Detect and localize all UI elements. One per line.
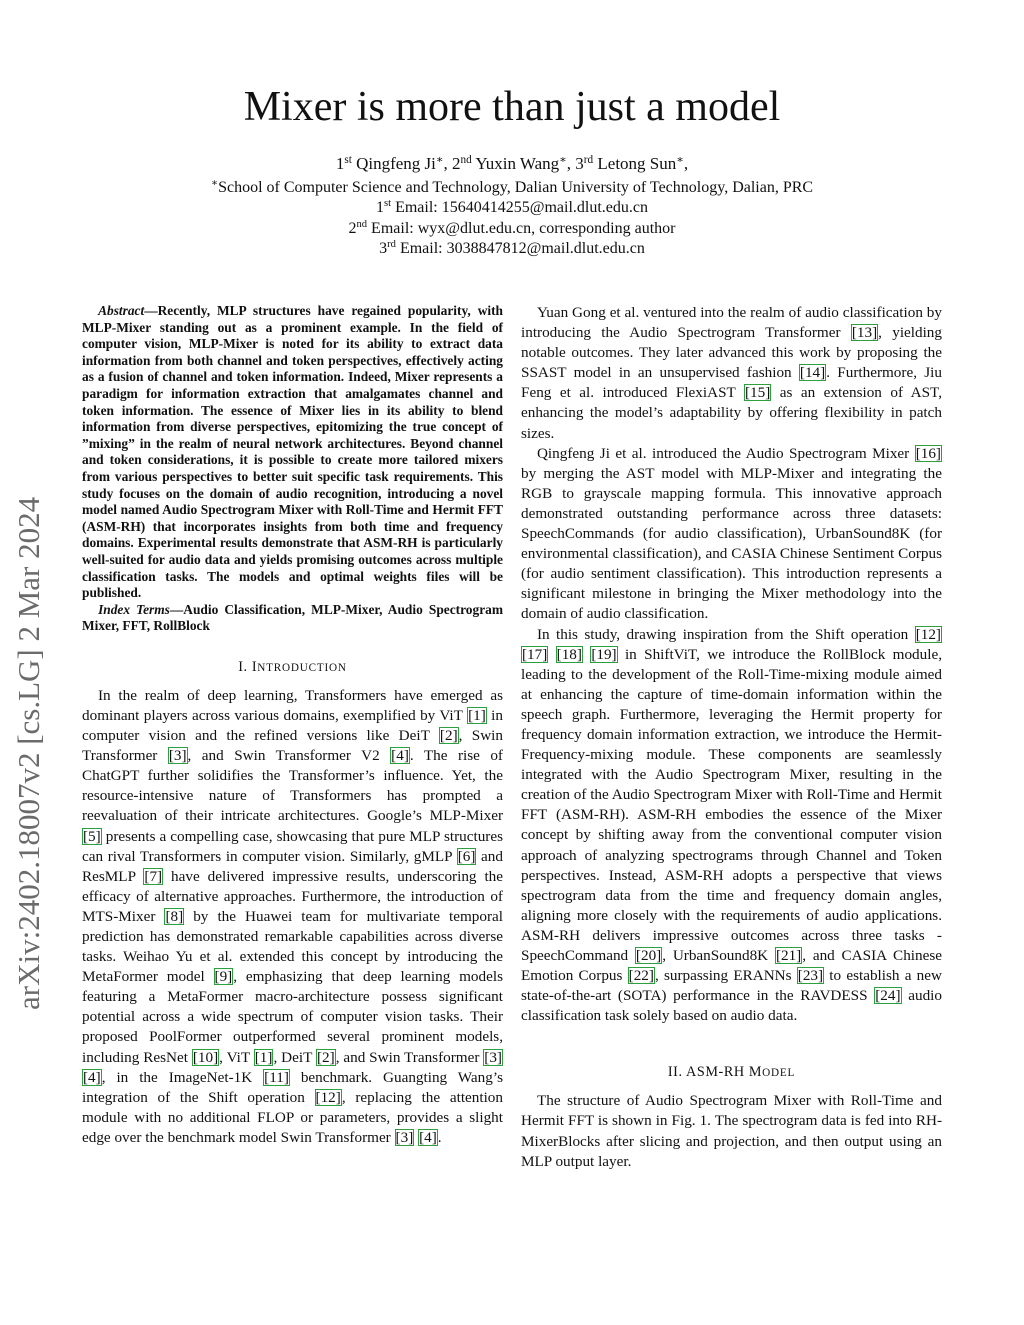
author-line: 1st Qingfeng Ji∗, 2nd Yuxin Wang∗, 3rd Letong Sun∗, <box>335 153 689 173</box>
citation-link[interactable]: [4] <box>391 747 409 765</box>
citation-link[interactable]: [3] <box>484 1048 502 1066</box>
citation-link[interactable]: [11] <box>264 1068 289 1086</box>
index-terms-label: Index Terms <box>98 601 170 617</box>
citation-link[interactable]: [2] <box>439 727 458 745</box>
citation-link[interactable]: [6] <box>457 847 476 865</box>
affiliation-line: ∗School of Computer Science and Technology, Dalian University of Technology, Dalian, PRC <box>210 177 814 196</box>
author-2-name: Yuxin Wang <box>475 154 560 173</box>
citation-link[interactable]: [13] <box>851 324 878 342</box>
citation-link[interactable]: [3] <box>395 1128 414 1146</box>
citation-link[interactable]: [14] <box>799 364 826 382</box>
right-column <box>521 303 942 1172</box>
citation-link[interactable]: [16] <box>915 444 941 462</box>
citation-link[interactable]: [18] <box>556 645 582 663</box>
paper-title: Mixer is more than just a model <box>243 84 781 130</box>
author-3-ord: 3 <box>575 154 584 173</box>
section-heading-introduction: I. INTRODUCTION <box>238 658 347 675</box>
author-2-ord: 2 <box>452 154 461 173</box>
citation-link[interactable]: [20] <box>635 947 662 964</box>
citation-link[interactable]: [1] <box>468 706 486 724</box>
citation-link[interactable]: [22] <box>628 967 654 985</box>
citation-link[interactable]: [24] <box>875 987 901 1005</box>
arxiv-side-stamp: arXiv:2402.18007v2 [cs.LG] 2 Mar 2024 <box>11 496 46 1010</box>
author-3-name: Letong Sun <box>597 154 677 173</box>
email-line-2: 2nd Email: wyx@dlut.edu.cn, corresponding author <box>348 218 676 237</box>
abstract-label: Abstract <box>98 303 145 318</box>
citation-link[interactable]: [4] <box>83 1068 101 1086</box>
abstract-text: —Recently, MLP structures have regained popularity, with MLP-Mixer standing out as a prominent example. In the field of computer vision, MLP-Mixer is noted for its ability to extract data information from both channel and token perspectives, effectively acting as a fusion of channel and token information. Indeed, Mixer represents a paradigm for information extraction that amalgamates channel and token information. The essence of Mixer lies in its ability to blend information from diverse perspectives, epitomizing the true concept of ”mixing” in the realm of neural network architectures. Beyond channel and token considerations, it is possible to create more tailored mixers from various perspectives to better suit specific task requirements. This study focuses on the domain of audio recognition, introducing a novel model named Audio Spectrogram Mixer with Roll-Time and Hermit FFT (ASM-RH) that incorporates insights from both time and frequency domains. Experimental results demonstrate that ASM-RH is particularly well-suited for audio data and yields promising outcomes across multiple classification tasks. The models and optimal weights files will be published. <box>82 303 503 601</box>
author-1-name: Qingfeng Ji <box>356 154 436 173</box>
citation-link[interactable]: [17] <box>522 645 548 663</box>
citation-link[interactable]: [12] <box>915 625 941 643</box>
citation-link[interactable]: [10] <box>192 1048 219 1066</box>
abstract <box>82 303 503 602</box>
citation-link[interactable]: [21] <box>775 947 802 964</box>
email-line-3: 3rd Email: 3038847812@mail.dlut.edu.cn <box>379 239 645 257</box>
author-1-ord: 1 <box>335 154 345 173</box>
citation-link[interactable]: [19] <box>591 645 617 663</box>
paragraph-audio-transformer: Yuan Gong et al. ventured into the realm of audio classification by introducing the Audio Spectrogram Transformer [13], yielding notable outcomes. They later advanced this work by proposing the SSAST model in an unsupervised fashion [14]. Furthermore, Jiu Feng et al. introduced FlexiAST [15] as an extension of AST, enhancing the model’s adaptability by offering flexibility in patch sizes. <box>521 304 942 442</box>
citation-link[interactable]: [4] <box>419 1128 437 1146</box>
paragraph-this-study: In this study, drawing inspiration from the Shift operation [12] [17] [18] [19] in ShiftViT, we introduce the RollBlock module, leading to the development of the Roll-Time-mixing module aimed at enhancing the capture of time-domain information within the speech graph. Furthermore, leveraging the Hermit property for frequency domain information extraction, we introduce the Hermit-Frequency-mixing module. These components are seamlessly integrated with the Audio Spectrogram Mixer, resulting in the creation of the Audio Spectrogram Mixer with Roll-Time and Hermit FFT (ASM-RH). ASM-RH embodies the essence of the Mixer concept by shifting away from the conventional computer vision approach of analyzing spectrograms through Channel and Token perspectives. Instead, ASM-RH adopts a perspective that views spectrogram data from the time and frequency domain angles, aligning more closely with the requirements of audio applications. ASM-RH delivers impressive outcomes across three tasks - SpeechCommand [20], UrbanSound8K [21], and CASIA Chinese Emotion Corpus [22], surpassing ERANNs [23] to establish a new state-of-the-art (SOTA) performance in the RAVDESS [24] audio classification task solely based on audio data. <box>521 625 942 1025</box>
paragraph-model-structure: The structure of Audio Spectrogram Mixer with Roll-Time and Hermit FFT is shown in Fig. 1. The spectrogram data is fed into RH-MixerBlocks after slicing and projection, and then output using an MLP output layer. <box>521 1092 942 1170</box>
index-terms <box>82 602 503 635</box>
citation-link[interactable]: [5] <box>83 827 101 845</box>
affiliation: School of Computer Science and Technology, Dalian University of Technology, Dalian, PRC <box>218 178 814 196</box>
citation-link[interactable]: [12] <box>315 1088 341 1106</box>
index-terms-text: —Audio Classification, MLP-Mixer, Audio Spectrogram Mixer, FFT, RollBlock <box>82 601 503 634</box>
author-3-sup: rd <box>583 153 594 166</box>
citation-link[interactable]: [23] <box>797 967 824 985</box>
citation-link[interactable]: [7] <box>144 867 163 885</box>
paragraph-audio-mixer: Qingfeng Ji et al. introduced the Audio Spectrogram Mixer [16] by merging the AST model with MLP-Mixer and integrating the RGB to grayscale mapping formula. This innovative approach demonstrated outstanding performance across three datasets: SpeechCommands (for audio classification), UrbanSound8K (for environmental classification), and CASIA Chinese Sentiment Corpus (for audio sentiment classification). This introduction represents a significant milestone in bringing the Mixer methodology into the domain of audio classification. <box>521 444 942 623</box>
left-column <box>82 303 503 1148</box>
citation-link[interactable]: [15] <box>745 384 771 402</box>
citation-link[interactable]: [3] <box>168 747 187 765</box>
author-block <box>0 154 1024 260</box>
email-3: Email: 3038847812@mail.dlut.edu.cn <box>399 240 645 257</box>
email-1: Email: 15640414255@mail.dlut.edu.cn <box>395 199 648 216</box>
citation-link[interactable]: [2] <box>316 1048 335 1066</box>
email-2: Email: wyx@dlut.edu.cn, corresponding author <box>371 219 676 237</box>
author-1-sup: st <box>344 153 352 166</box>
section-spacer <box>521 1026 942 1062</box>
intro-paragraph: In the realm of deep learning, Transformers have emerged as dominant players across various domains, exemplified by ViT [1] in computer vision and the refined versions like DeiT [2], Swin Transformer [3], and Swin Transformer V2 [4]. The rise of ChatGPT further solidifies the Transformer’s influence. Yet, the resource-intensive nature of Transformers has prompted a reevaluation of their intricate architectures. Google’s MLP-Mixer [5] presents a compelling case, showcasing that pure MLP structures can rival Transformers in computer vision. Similarly, gMLP [6] and ResMLP [7] have delivered impressive results, underscoring the efficacy of alternative approaches. Furthermore, the introduction of MTS-Mixer [8] by the Huawei team for multivariate temporal prediction has demonstrated remarkable capabilities across diverse tasks. Weihao Yu et al. extended this concept by introducing the MetaFormer model [9], emphasizing that deep learning models featuring a MetaFormer macro-architecture possess significant potential across a wide spectrum of computer vision tasks. Their proposed PoolFormer outperformed several prominent models, including ResNet [10], ViT [1], DeiT [2], and Swin Transformer [3] [4], in the ImageNet-1K [11] benchmark. Guangting Wang’s integration of the Shift operation [12], replacing the attention module with no additional FLOP or parameters, provides a slight edge over the benchmark model Swin Transformer [3] [4]. <box>82 686 504 1146</box>
citation-link[interactable]: [1] <box>254 1048 273 1066</box>
section-heading-model: II. ASM-RH MODEL <box>667 1064 796 1081</box>
citation-link[interactable]: [8] <box>165 907 184 925</box>
citation-link[interactable]: [9] <box>214 968 233 986</box>
email-line-1: 1st Email: 15640414255@mail.dlut.edu.cn <box>376 198 648 216</box>
author-2-sup: nd <box>460 153 472 166</box>
